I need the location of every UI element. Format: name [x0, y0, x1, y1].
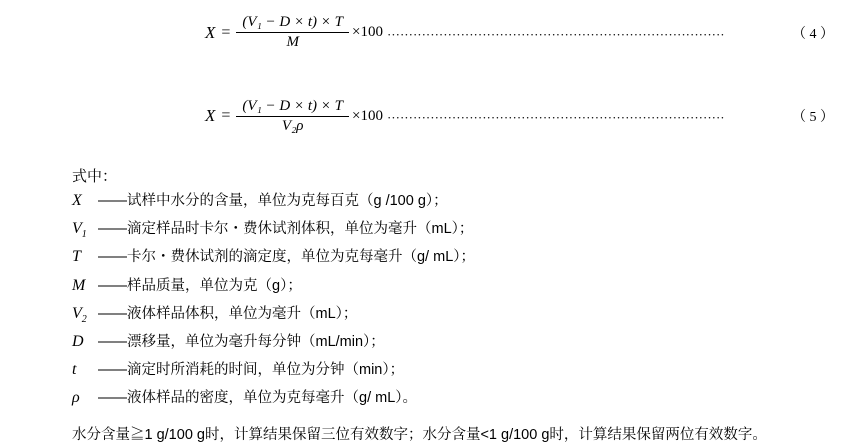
legend-item	[72, 193, 856, 212]
formula-row-5	[0, 52, 856, 136]
equation-5-tail: ×100	[352, 107, 383, 124]
equation-5-equals: =	[221, 107, 231, 125]
legend-description: ——试样中水分的含量，单位为克每百克（g /100 g）；	[98, 193, 448, 209]
equation-4	[205, 14, 383, 52]
equation-5	[205, 98, 383, 136]
legend-description: ——滴定时所消耗的时间，单位为分钟（min）；	[98, 362, 405, 379]
legend-description: ——液体样品体积，单位为毫升（mL）；	[98, 305, 358, 322]
legend-description: ——样品质量，单位为克（g）；	[98, 277, 302, 294]
formula-row-4	[0, 0, 856, 52]
legend-description: ——滴定样品时卡尔・费休试剂体积，单位为毫升（mL）；	[98, 221, 474, 238]
equation-5-dot-leader: ··············································································	[386, 110, 725, 126]
legend-symbol: ρ	[72, 389, 80, 407]
legend-description: ——卡尔・费休试剂的滴定度，单位为克每毫升（g/ mL）；	[98, 249, 476, 266]
legend-block	[0, 169, 856, 410]
legend-description: ——漂移量，单位为毫升每分钟（mL/min）；	[98, 333, 385, 350]
legend-item	[72, 390, 856, 409]
legend-symbol: $V_1$	[72, 220, 87, 241]
equation-5-fraction	[236, 98, 349, 136]
legend-heading: 式中：	[72, 168, 118, 185]
legend-symbol: T	[72, 248, 81, 266]
legend-item	[72, 278, 856, 297]
legend-symbol: D	[72, 332, 84, 350]
equation-4-lhs: X	[205, 22, 216, 42]
legend-symbol: t	[72, 361, 77, 379]
legend-item	[72, 362, 856, 381]
equation-4-numerator: (V₁ − D × t) × T	[242, 14, 343, 30]
equation-5-numerator: (V₁ − D × t) × T	[242, 97, 343, 114]
legend-symbol: $V_2$	[72, 304, 87, 325]
equation-4-number: （ 4 ）	[792, 26, 834, 42]
legend-item	[72, 221, 856, 240]
equation-4-fraction	[236, 14, 349, 52]
legend-symbol: M	[72, 276, 86, 294]
legend-symbol: X	[72, 192, 82, 209]
equation-4-denominator: M	[286, 34, 299, 51]
legend-item	[72, 249, 856, 268]
equation-5-denominator: V₂ρ	[281, 117, 304, 134]
equation-4-tail: ×100	[352, 24, 383, 41]
equation-5-number: （ 5 ）	[792, 110, 834, 126]
equation-4-equals: =	[221, 23, 231, 41]
equation-5-lhs: X	[205, 106, 216, 126]
rounding-note: 水分含量≧1 g/100 g时，计算结果保留三位有效数字；水分含量<1 g/100 g时，计算结果保留两位有效数字。	[72, 426, 767, 443]
legend-description: ——液体样品的密度，单位为克每毫升（g/ mL）。	[98, 390, 418, 407]
legend-item	[72, 306, 856, 325]
equation-4-dot-leader: ··············································································	[386, 26, 725, 42]
legend-item	[72, 334, 856, 353]
